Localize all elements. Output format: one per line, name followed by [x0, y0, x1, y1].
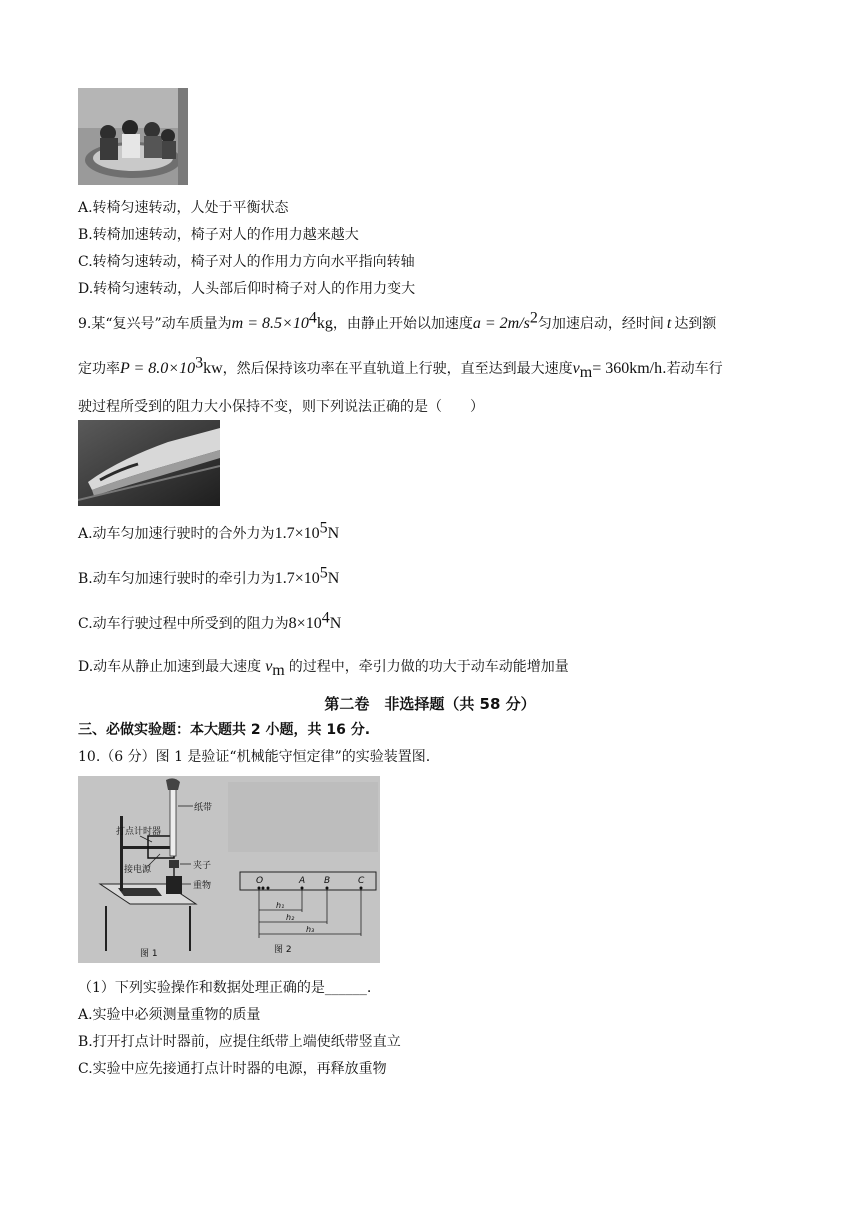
q9-power-unit: kw: [203, 360, 223, 377]
fig-point-c: C: [358, 876, 365, 886]
fig-point-o: O: [256, 876, 264, 886]
q9-acc-expr: a = 2m/s: [472, 315, 530, 332]
fig-label-timer: 打点计时器: [116, 827, 162, 837]
q9-line-3: 驶过程所受到的阻力大小保持不变，则下列说法正确的是（ ）: [78, 399, 484, 415]
q9-option-a-text: A.动车匀加速行驶时的合外力为: [78, 526, 275, 542]
fig-label-h3: h₃: [306, 925, 315, 934]
q9-option-c-value: 8×10: [288, 615, 322, 632]
q9-option-b-unit: N: [327, 570, 340, 587]
q9-power-exp: 3: [195, 354, 204, 372]
q9-option-d: [78, 656, 569, 679]
q9-photo: [78, 420, 220, 506]
q9-option-b-exp: 5: [319, 564, 328, 582]
q10-figure: [78, 776, 380, 963]
q9-option-a: [78, 519, 340, 543]
q9-line1-b: ，由静止开始以加速度: [332, 316, 473, 332]
q8-option-a: A.转椅匀速转动，人处于平衡状态: [78, 200, 289, 216]
q9-acc-exp: 2: [529, 309, 538, 327]
q8-option-c: C.转椅匀速转动，椅子对人的作用力方向水平指向转轴: [78, 254, 415, 270]
q9-option-a-exp: 5: [319, 519, 328, 537]
q9-line-1: [78, 309, 717, 333]
q9-option-b-value: 1.7×10: [274, 570, 320, 587]
q9-option-c-exp: 4: [321, 609, 330, 627]
q8-photo-illustration: [78, 88, 188, 185]
q9-option-d-sub: m: [272, 661, 285, 679]
fig-label-power: 接电源: [124, 865, 152, 875]
q9-option-c-unit: N: [329, 615, 342, 632]
q10-figure-drawing: [78, 776, 380, 963]
q8-option-b: B.转椅加速转动，椅子对人的作用力越来越大: [78, 227, 359, 243]
q8-photo: [78, 88, 188, 185]
fig-label-fig1: 图 1: [140, 949, 158, 959]
fig-label-weight: 重物: [193, 881, 212, 891]
q9-option-b: [78, 564, 340, 588]
q9-vm-value: = 360km/h: [592, 360, 663, 377]
q10-option-c: C.实验中应先接通打点计时器的电源，再释放重物: [78, 1061, 387, 1077]
q9-line2-b: ，然后保持该功率在平直轨道上行驶，直至达到最大速度: [222, 361, 573, 377]
q9-t-var: t: [666, 315, 672, 332]
q9-option-a-unit: N: [327, 525, 340, 542]
q9-option-d-var: v: [265, 658, 273, 675]
q9-line2-c: .若动车行: [662, 361, 723, 377]
fig-point-b: B: [324, 876, 331, 886]
q9-option-c: [78, 609, 342, 633]
q9-mass-exp: 4: [308, 309, 317, 327]
q9-line1-d: 达到额: [674, 316, 717, 332]
q10-option-a: A.实验中必须测量重物的质量: [78, 1007, 261, 1023]
q9-line1-c: 匀加速启动，经时间: [537, 316, 664, 332]
q9-mass-expr: m = 8.5×10: [231, 315, 309, 332]
q9-power-expr: P = 8.0×10: [120, 360, 196, 377]
fig-label-h1: h₁: [276, 901, 285, 910]
q9-vm-sub: m: [579, 363, 593, 381]
q9-option-d-text-a: D.动车从静止加速到最大速度: [78, 659, 262, 675]
q9-vm-var: v: [572, 360, 580, 377]
fig-label-tape: 纸带: [194, 803, 213, 813]
section3-title: 三、必做实验题：本大题共 2 小题，共 16 分.: [78, 722, 371, 738]
q8-option-d: D.转椅匀速转动，人头部后仰时椅子对人的作用力变大: [78, 281, 416, 297]
q9-option-b-text: B.动车匀加速行驶时的牵引力为: [78, 571, 275, 587]
q9-option-a-value: 1.7×10: [274, 525, 320, 542]
fig-label-h2: h₂: [286, 913, 295, 922]
q9-line2-a: 定功率: [78, 361, 120, 377]
q9-mass-unit: kg: [316, 315, 333, 332]
q10-sub1: （1）下列实验操作和数据处理正确的是______.: [78, 980, 372, 996]
q10-intro: 10.（6 分）图 1 是验证“机械能守恒定律”的实验装置图.: [78, 749, 431, 765]
q9-photo-illustration: [78, 420, 220, 506]
q9-line1-a: 9.某“复兴号”动车质量为: [78, 316, 232, 332]
q10-option-b: B.打开打点计时器前，应提住纸带上端使纸带竖直立: [78, 1034, 401, 1050]
part2-title: 第二卷 非选择题（共 58 分）: [324, 695, 536, 713]
q9-option-c-text: C.动车行驶过程中所受到的阻力为: [78, 616, 289, 632]
fig-label-fig2: 图 2: [274, 945, 292, 955]
q9-option-d-text-b: 的过程中，牵引力做的功大于动车动能增加量: [288, 659, 569, 675]
q9-line-2: [78, 354, 723, 381]
fig-point-a: A: [299, 876, 306, 886]
fig-label-clip: 夹子: [193, 861, 212, 871]
